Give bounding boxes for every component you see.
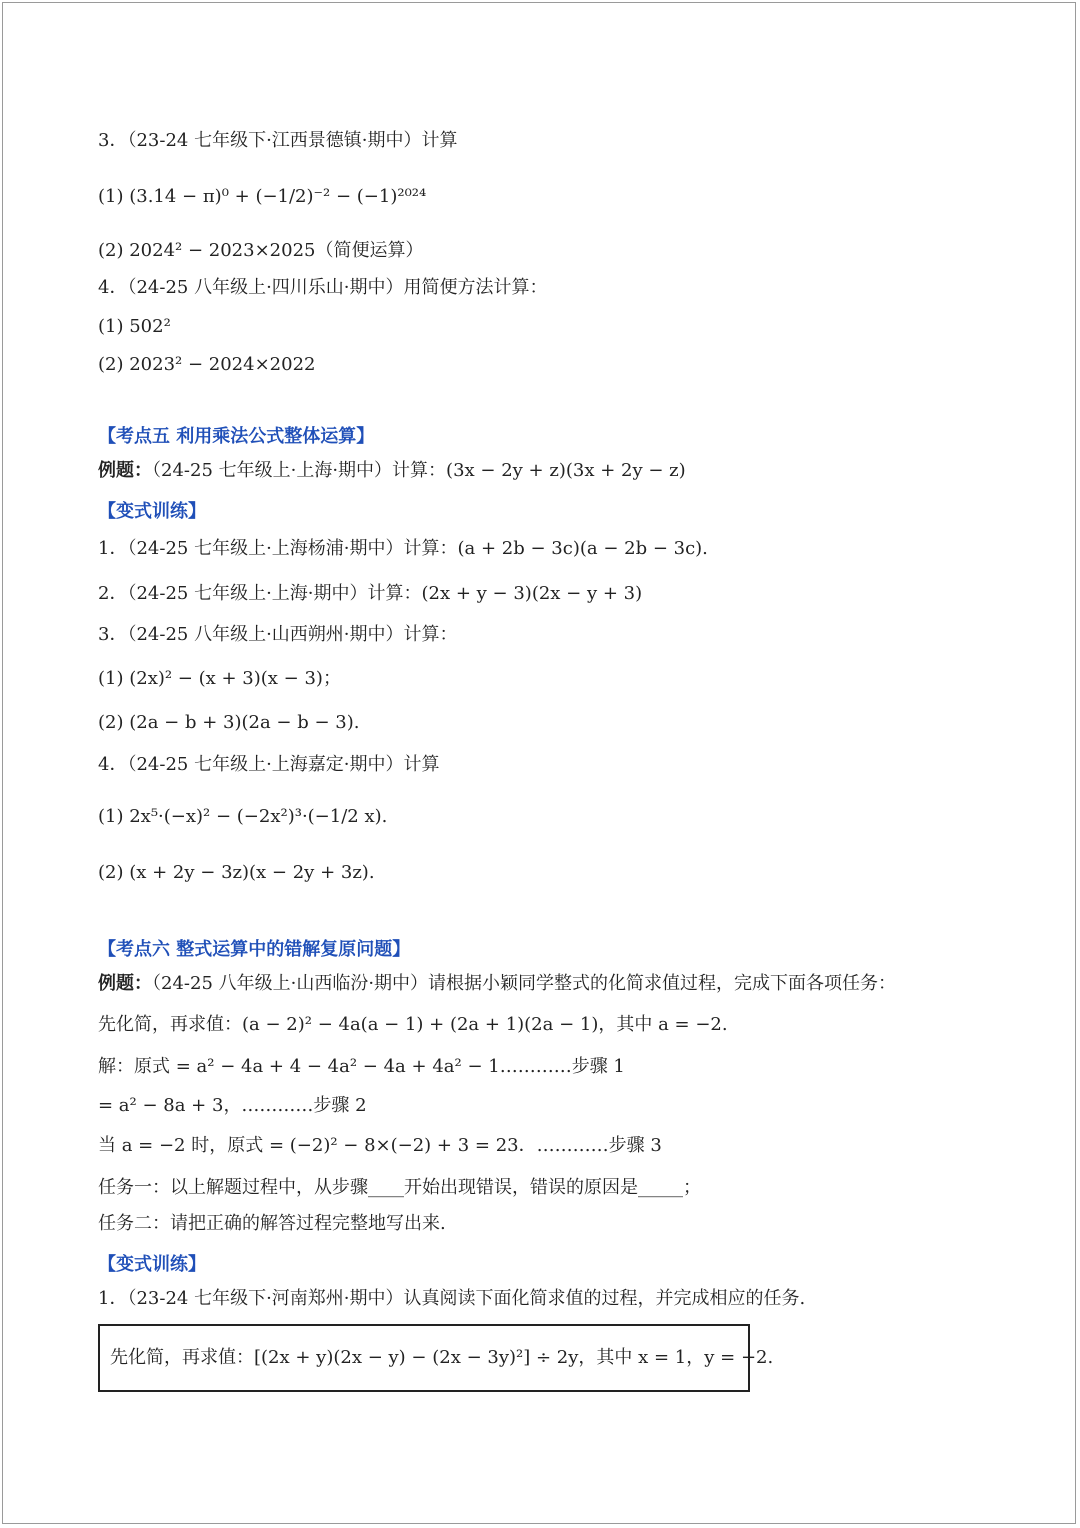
s5-item-3-part1: (1) (2x)² − (x + 3)(x − 3)； — [98, 668, 341, 689]
s5-item-4-part1: (1) 2x⁵·(−x)² − (−2x²)³·(−1/2 x). — [98, 806, 388, 827]
s5-item-4-part2: (2) (x + 2y − 3z)(x − 2y + 3z). — [98, 862, 375, 883]
section-5-heading: 【考点五 利用乘法公式整体运算】 — [98, 426, 375, 447]
s6-line-6: 任务二：请把正确的解答过程完整地写出来. — [98, 1213, 446, 1234]
s6-line-5: 任务一：以上解题过程中，从步骤____开始出现错误，错误的原因是_____； — [98, 1177, 701, 1198]
example-text: （24-25 八年级上·山西临汾·期中）请根据小颖同学整式的化简求值过程，完成下面各项任务： — [152, 973, 897, 994]
s6-line-2: 解：原式 = a² − 4a + 4 − 4a² − 4a + 4a² − 1…………步骤 1 — [98, 1056, 625, 1077]
example-text: （24-25 七年级上·上海·期中）计算：(3x − 2y + z)(3x + 2y − z) — [152, 460, 686, 481]
s5-item-2: 2．（24-25 七年级上·上海·期中）计算：(2x + y − 3)(2x − y + 3) — [98, 583, 643, 604]
boxed-problem-text: 先化简，再求值：[(2x + y)(2x − y) − (2x − 3y)²] ÷ 2y，其中 x = 1，y = −2. — [110, 1347, 774, 1368]
s6-line-4: 当 a = −2 时，原式 = (−2)² − 8×(−2) + 3 = 23．…………步骤 3 — [98, 1135, 662, 1156]
section-6-training-heading: 【变式训练】 — [98, 1254, 206, 1275]
s6-training-item-1: 1．（23-24 七年级下·河南郑州·期中）认真阅读下面化简求值的过程，并完成相应的任务. — [98, 1288, 806, 1309]
example-label: 例题： — [98, 973, 152, 994]
problem-3-part2: (2) 2024² − 2023×2025（简便运算） — [98, 240, 424, 261]
s6-line-1: 先化简，再求值：(a − 2)² − 4a(a − 1) + (2a + 1)(2a − 1)，其中 a = −2. — [98, 1014, 728, 1035]
s5-item-3-part2: (2) (2a − b + 3)(2a − b − 3). — [98, 712, 360, 733]
problem-4-title: 4．（24-25 八年级上·四川乐山·期中）用简便方法计算： — [98, 277, 548, 298]
s5-item-3: 3．（24-25 八年级上·山西朔州·期中）计算： — [98, 624, 458, 645]
problem-4-part2: (2) 2023² − 2024×2022 — [98, 354, 316, 375]
s5-item-4: 4．（24-25 七年级上·上海嘉定·期中）计算 — [98, 754, 440, 775]
section-6-heading: 【考点六 整式运算中的错解复原问题】 — [98, 939, 411, 960]
section-6-example — [98, 972, 896, 996]
s5-item-1: 1．（24-25 七年级上·上海杨浦·期中）计算：(a + 2b − 3c)(a − 2b − 3c). — [98, 538, 708, 559]
problem-3-part1: (1) (3.14 − π)⁰ + (−1/2)⁻² − (−1)²⁰²⁴ — [98, 186, 427, 207]
section-5-training-heading: 【变式训练】 — [98, 501, 206, 522]
section-5-example — [98, 459, 686, 483]
problem-3-title: 3．（23-24 七年级下·江西景德镇·期中）计算 — [98, 130, 458, 151]
boxed-problem — [98, 1324, 774, 1392]
s6-line-3: = a² − 8a + 3，…………步骤 2 — [98, 1095, 367, 1116]
problem-4-part1: (1) 502² — [98, 316, 171, 337]
example-label: 例题： — [98, 460, 152, 481]
